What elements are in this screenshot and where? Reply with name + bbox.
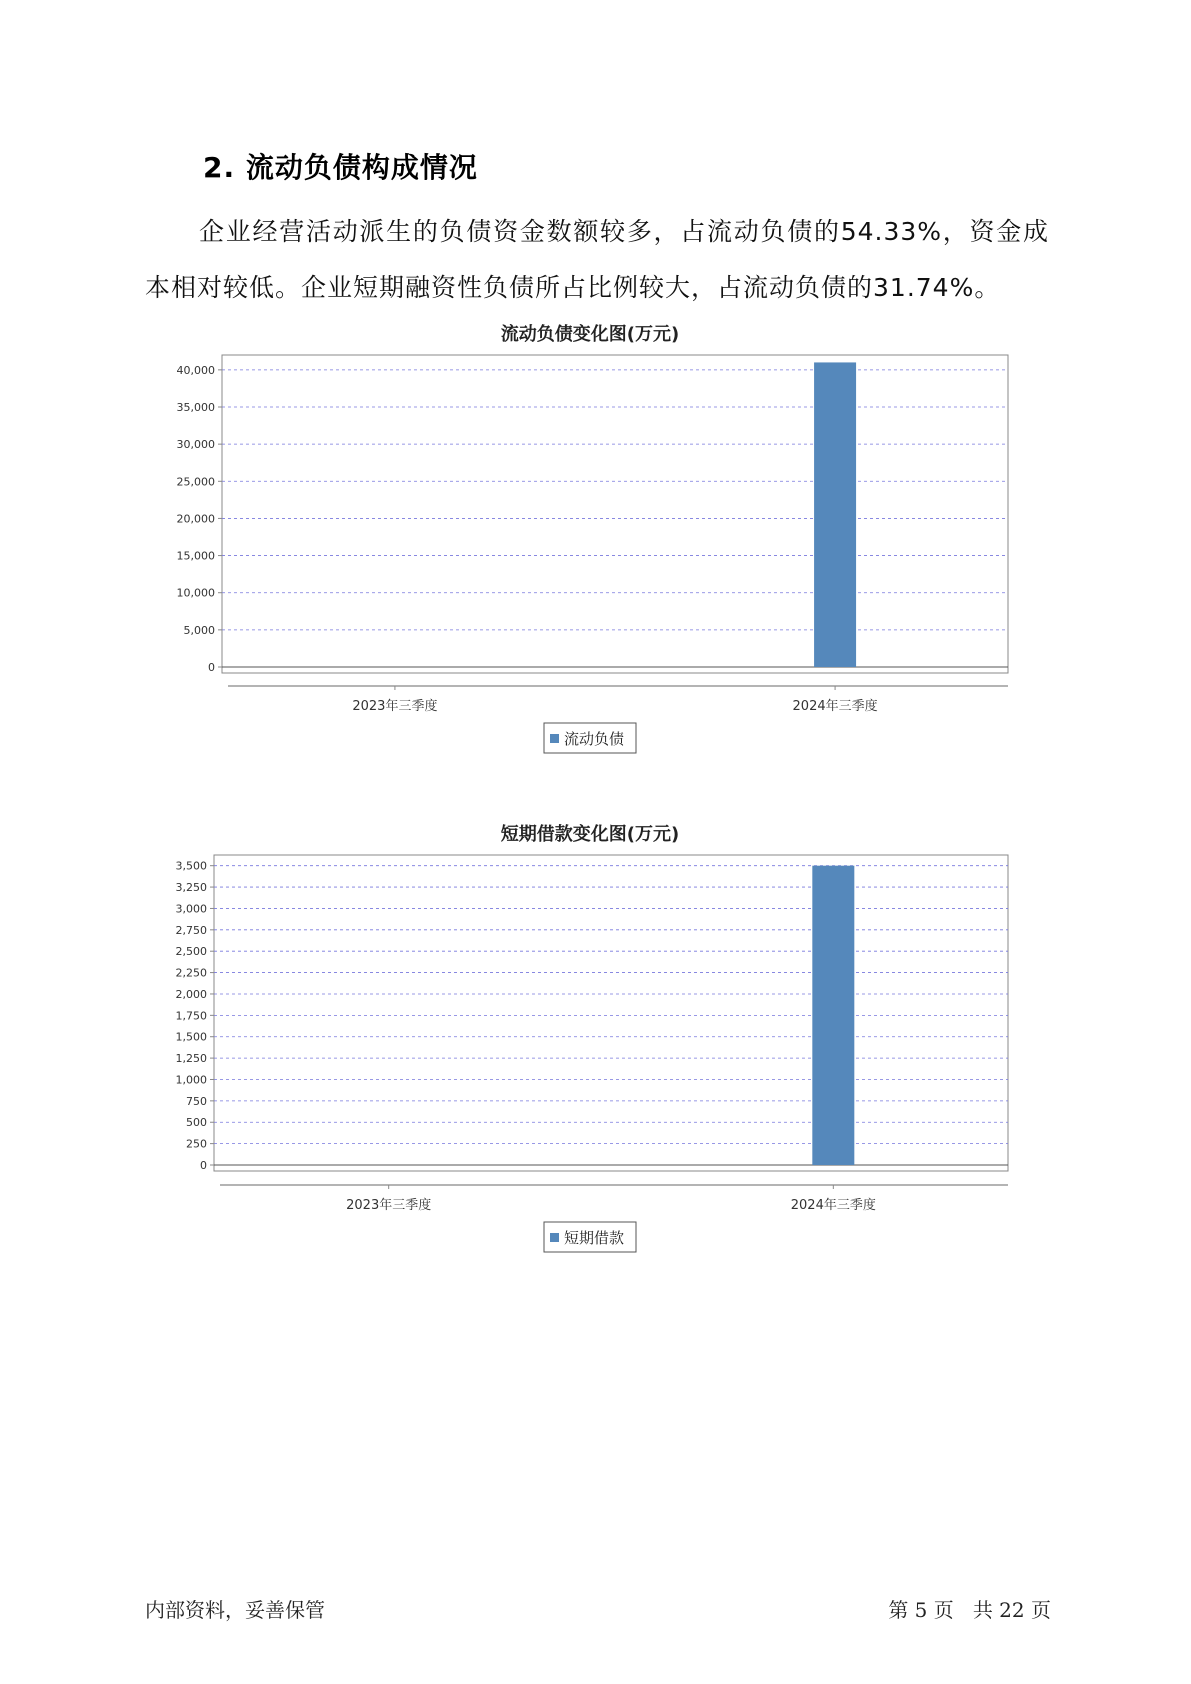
y-tick-label: 1,500 bbox=[175, 1030, 207, 1044]
y-tick-label: 250 bbox=[186, 1137, 207, 1151]
y-tick-label: 3,500 bbox=[175, 859, 207, 873]
y-tick-label: 2,750 bbox=[175, 923, 207, 937]
y-tick-label: 40,000 bbox=[176, 363, 215, 377]
short-term-loans-chart bbox=[150, 818, 1030, 1268]
plot-area bbox=[222, 355, 1008, 673]
y-tick-label: 2,500 bbox=[175, 945, 207, 959]
x-tick-label: 2023年三季度 bbox=[352, 699, 438, 714]
y-tick-label: 5,000 bbox=[183, 623, 215, 637]
y-tick-label: 30,000 bbox=[176, 438, 215, 452]
y-tick-label: 25,000 bbox=[176, 475, 215, 489]
bar-流动负债 bbox=[814, 362, 856, 667]
y-tick-label: 35,000 bbox=[176, 401, 215, 414]
legend-label: 短期借款 bbox=[564, 1229, 625, 1247]
x-tick-label: 2023年三季度 bbox=[346, 1198, 432, 1213]
y-tick-label: 10,000 bbox=[176, 586, 215, 600]
legend-swatch bbox=[550, 734, 559, 743]
footer-confidential-note: 内部资料，妥善保管 bbox=[145, 1598, 325, 1622]
y-tick-label: 2,250 bbox=[175, 966, 207, 980]
y-tick-label: 15,000 bbox=[176, 549, 215, 563]
section-paragraph: 企业经营活动派生的负债资金数额较多，占流动负债的54.33%，资金成本相对较低。企业短期融资性负债所占比例较大，占流动负债的31.74%。 bbox=[145, 217, 1049, 302]
y-tick-label: 1,750 bbox=[175, 1009, 207, 1023]
legend-swatch bbox=[550, 1233, 559, 1242]
y-tick-label: 3,000 bbox=[175, 902, 207, 916]
x-tick-label: 2024年三季度 bbox=[790, 1198, 876, 1213]
plot-area bbox=[214, 855, 1008, 1171]
y-tick-label: 0 bbox=[200, 1159, 207, 1172]
legend-label: 流动负债 bbox=[564, 730, 625, 748]
y-tick-label: 1,250 bbox=[175, 1052, 207, 1066]
y-tick-label: 20,000 bbox=[176, 512, 215, 526]
y-tick-label: 0 bbox=[208, 661, 215, 674]
y-tick-label: 2,000 bbox=[175, 987, 207, 1001]
short-term-loans-chart-svg bbox=[150, 818, 1030, 1268]
footer-page-number: 第 5 页 共 22 页 bbox=[888, 1598, 1051, 1622]
bar-短期借款 bbox=[812, 866, 854, 1165]
y-tick-label: 500 bbox=[186, 1116, 207, 1130]
current-liabilities-chart bbox=[150, 318, 1030, 748]
y-tick-label: 3,250 bbox=[175, 881, 207, 895]
x-tick-label: 2024年三季度 bbox=[792, 699, 878, 714]
y-tick-label: 750 bbox=[186, 1094, 207, 1108]
section-heading: 2. 流动负债构成情况 bbox=[203, 151, 478, 184]
chart-title: 短期借款变化图(万元) bbox=[500, 824, 680, 845]
y-tick-label: 1,000 bbox=[175, 1073, 207, 1087]
current-liabilities-chart-svg bbox=[150, 318, 1030, 748]
chart-title: 流动负债变化图(万元) bbox=[500, 324, 680, 345]
